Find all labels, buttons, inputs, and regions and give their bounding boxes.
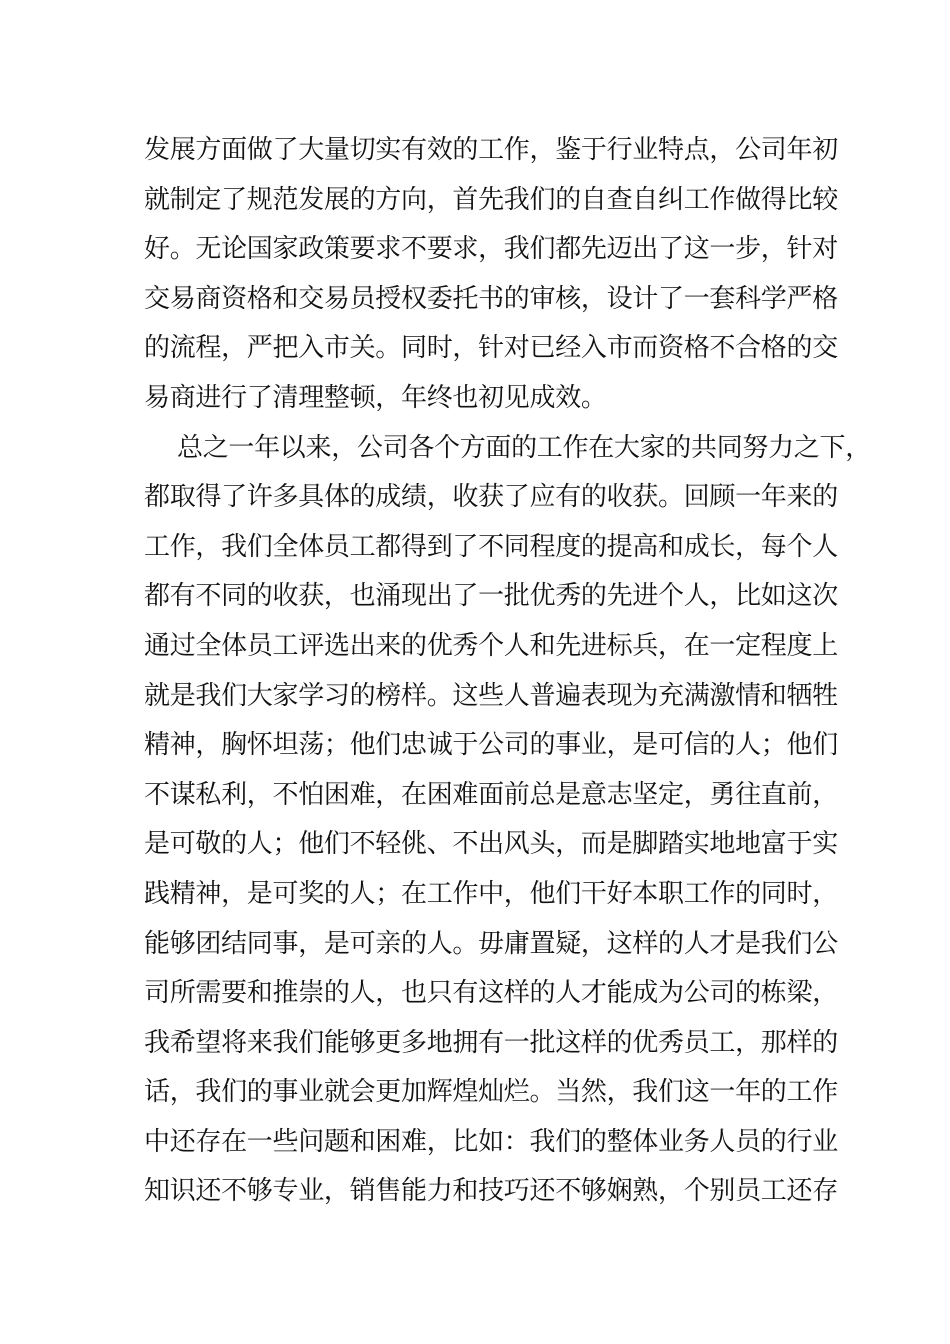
text-line: 就是我们大家学习的榜样。这些人普遍表现为充满激情和牺牲 [144,680,838,711]
text-line: 的流程，严把入市关。同时，针对已经入市而资格不合格的交 [144,333,838,364]
text-line: 中还存在一些问题和困难，比如：我们的整体业务人员的行业 [144,1126,838,1157]
paragraph-1 [144,126,844,424]
text-line: 践精神，是可奖的人；在工作中，他们干好本职工作的同时， [144,878,838,909]
text-line: 就制定了规范发展的方向，首先我们的自查自纠工作做得比较 [144,184,838,215]
text-line: 不谋私利，不怕困难，在困难面前总是意志坚定，勇往直前， [144,779,838,810]
text-line: 能够团结同事，是可亲的人。毋庸置疑，这样的人才是我们公 [144,928,838,959]
text-line: 好。无论国家政策要求不要求，我们都先迈出了这一步，针对 [144,234,838,265]
text-line: 交易商资格和交易员授权委托书的审核，设计了一套科学严格 [144,283,838,314]
body-text [144,126,871,1217]
text-line: 总之一年以来，公司各个方面的工作在大家的共同努力之下， [177,432,871,463]
text-line: 知识还不够专业，销售能力和技巧还不够娴熟，个别员工还存 [144,1176,838,1207]
text-line: 是可敬的人；他们不轻佻、不出风头，而是脚踏实地地富于实 [144,829,838,860]
text-line: 我希望将来我们能够更多地拥有一批这样的优秀员工，那样的 [144,1027,838,1058]
text-line: 易商进行了清理整顿，年终也初见成效。 [144,382,607,413]
text-line: 司所需要和推崇的人，也只有这样的人才能成为公司的栋梁， [144,978,838,1009]
text-line: 精神，胸怀坦荡；他们忠诚于公司的事业，是可信的人；他们 [144,730,838,761]
text-line: 都有不同的收获，也涌现出了一批优秀的先进个人，比如这次 [144,581,838,612]
paragraph-2 [144,424,871,1218]
text-line: 都取得了许多具体的成绩，收获了应有的收获。回顾一年来的 [144,482,838,513]
text-line: 工作，我们全体员工都得到了不同程度的提高和成长，每个人 [144,531,838,562]
text-line: 话，我们的事业就会更加辉煌灿烂。当然，我们这一年的工作 [144,1077,838,1108]
text-line: 通过全体员工评选出来的优秀个人和先进标兵，在一定程度上 [144,630,838,661]
text-line: 发展方面做了大量切实有效的工作，鉴于行业特点，公司年初 [144,135,838,165]
